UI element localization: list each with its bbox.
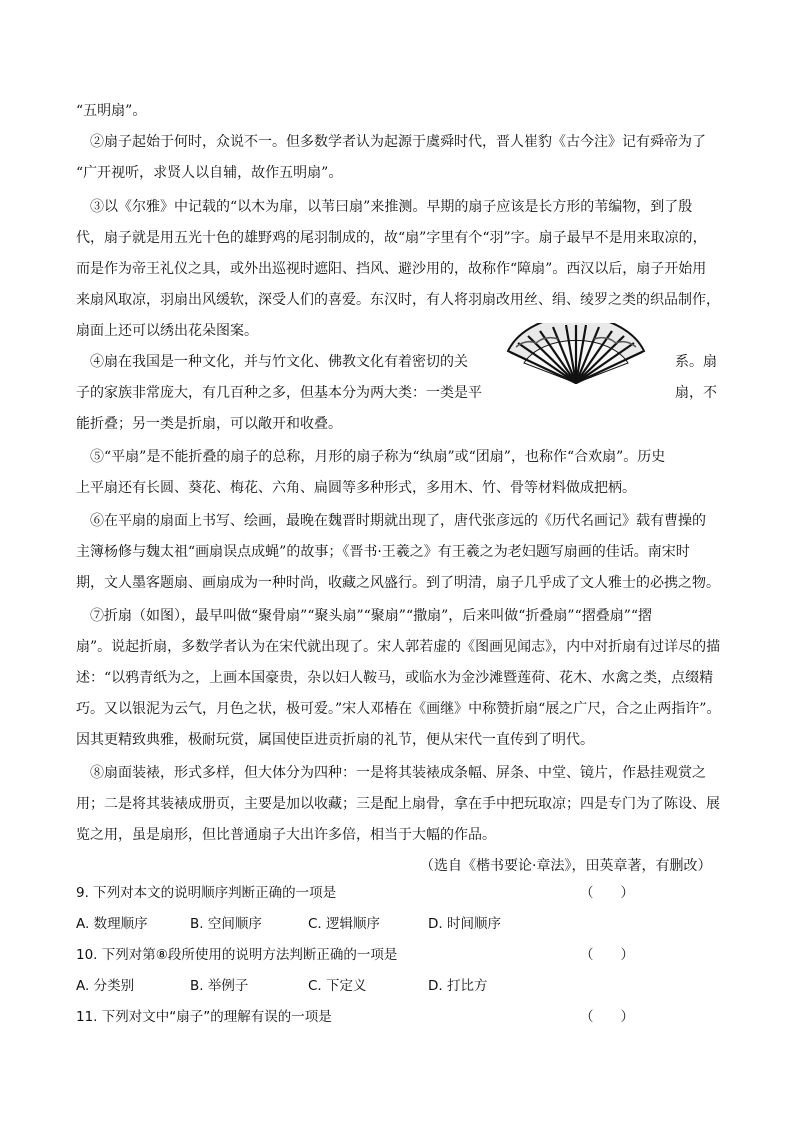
text-line: 述：“以鸦青纸为之，上画本国豪贵，杂以妇人鞍马，或临水为金沙滩暨莲荷、花木、水禽之类，点缀精 xyxy=(76,670,714,686)
text-line: “广开视听，求贤人以自辅，故作五明扇”。 xyxy=(76,165,343,181)
text-line: 代，扇子就是用五光十色的雄野鸡的尾羽制成的，故“扇”字里有个“羽”字。扇子最早不是用来取凉的， xyxy=(76,230,707,246)
option-b[interactable]: B. 空间顺序 xyxy=(190,916,262,932)
source-citation: （选自《楷书要论·章法》，田英章著，有删改） xyxy=(420,858,712,874)
text-line: 上平扇还有长圆、葵花、梅花、六角、扁圆等多种形式，多用木、竹、骨等材料做成把柄。 xyxy=(76,480,636,496)
option-a[interactable]: A. 数理顺序 xyxy=(76,916,148,932)
question-10: 10. 下列对第⑧段所使用的说明方法判断正确的一项是 （ ） xyxy=(76,947,634,963)
question-10-options xyxy=(0,971,794,1001)
question-9-options xyxy=(0,909,794,939)
text-line: ⑤“平扇”是不能折叠的扇子的总称，月形的扇子称为“纨扇”或“团扇”，也称作“合欢扇”。历史 xyxy=(90,449,666,465)
text-line: ⑥在平扇的扇面上书写、绘画，最晚在魏晋时期就出现了，唐代张彦远的《历代名画记》载有曹操的 xyxy=(90,513,706,529)
option-c[interactable]: C. 下定义 xyxy=(308,978,367,994)
text-line: ⑧扇面装裱，形式多样，但大体分为四种：一是将其装裱成条幅、屏条、中堂、镜片，作悬挂观赏之 xyxy=(90,765,706,781)
option-d[interactable]: D. 打比方 xyxy=(428,978,488,994)
text-line: ④扇在我国是一种文化，并与竹文化、佛教文化有着密切的关 系。扇 xyxy=(90,354,717,370)
question-11: 11. 下列对文中“扇子”的理解有误的一项是 （ ） xyxy=(76,1009,634,1025)
text-line: 期，文人墨客题扇、画扇成为一种时尚，收藏之风盛行。到了明清，扇子几乎成了文人雅士的必携之物。 xyxy=(76,575,720,591)
text-line: 因其更精致典雅，极耐玩赏，属国使臣进贡折扇的礼节，便从宋代一直传到了明代。 xyxy=(76,732,594,748)
text-line: 览之用，虽是扇形，但比普通扇子大出许多倍，相当于大幅的作品。 xyxy=(76,827,496,843)
text-line: 主簿杨修与魏太祖“画扇误点成蝇”的故事；《晋书·王羲之》有王羲之为老妇题写扇画的佳话。南宋时 xyxy=(76,544,690,560)
text-line: 扇”。说起折扇，多数学者认为在宋代就出现了。宋人郭若虚的《图画见闻志》，内中对折扇有过详尽的描 xyxy=(76,639,721,655)
text-line: 来扇风取凉，羽扇出风缓软，深受人们的喜爱。东汉时，有人将羽扇改用丝、绢、绫罗之类的织品制作， xyxy=(76,292,720,308)
text-line: 子的家族非常庞大，有几百种之多，但基本分为两大类：一类是平 扇，不 xyxy=(76,385,717,401)
text-line: ②扇子起始于何时，众说不一。但多数学者认为起源于虞舜时代，晋人崔豹《古今注》记有舜帝为了 xyxy=(90,134,706,150)
text-line: “五明扇”。 xyxy=(76,103,147,119)
text-line: 扇面上还可以绣出花朵图案。 xyxy=(76,323,258,339)
question-9: 9. 下列对本文的说明顺序判断正确的一项是 （ ） xyxy=(76,885,634,901)
text-line: 能折叠；另一类是折扇，可以敞开和收叠。 xyxy=(76,416,342,432)
text-line: 而是作为帝王礼仪之具，或外出巡视时遮阳、挡风、避沙用的，故称作“障扇”。西汉以后，扇子开始用 xyxy=(76,261,707,277)
text-line: ③以《尔雅》中记载的“以木为扉，以苇曰扇”来推测。早期的扇子应该是长方形的苇编物，到了殷 xyxy=(90,199,693,215)
folding-fan-icon xyxy=(506,323,646,385)
text-line: ⑦折扇（如图），最早叫做“聚骨扇”“聚头扇”“聚扇”“撒扇”，后来叫做“折叠扇”“摺叠扇”“摺 xyxy=(90,608,653,624)
text-line: 巧。又以银泥为云气，月色之状，极可爱。”宋人邓椿在《画继》中称赞折扇“展之广尺，合之止两指许”。 xyxy=(76,701,721,717)
option-d[interactable]: D. 时间顺序 xyxy=(428,916,501,932)
option-c[interactable]: C. 逻辑顺序 xyxy=(308,916,381,932)
text-line: 用；二是将其装裱成册页，主要是加以收藏；三是配上扇骨，拿在手中把玩取凉；四是专门为了陈设、展 xyxy=(76,796,720,812)
option-a[interactable]: A. 分类别 xyxy=(76,978,135,994)
option-b[interactable]: B. 举例子 xyxy=(190,978,249,994)
